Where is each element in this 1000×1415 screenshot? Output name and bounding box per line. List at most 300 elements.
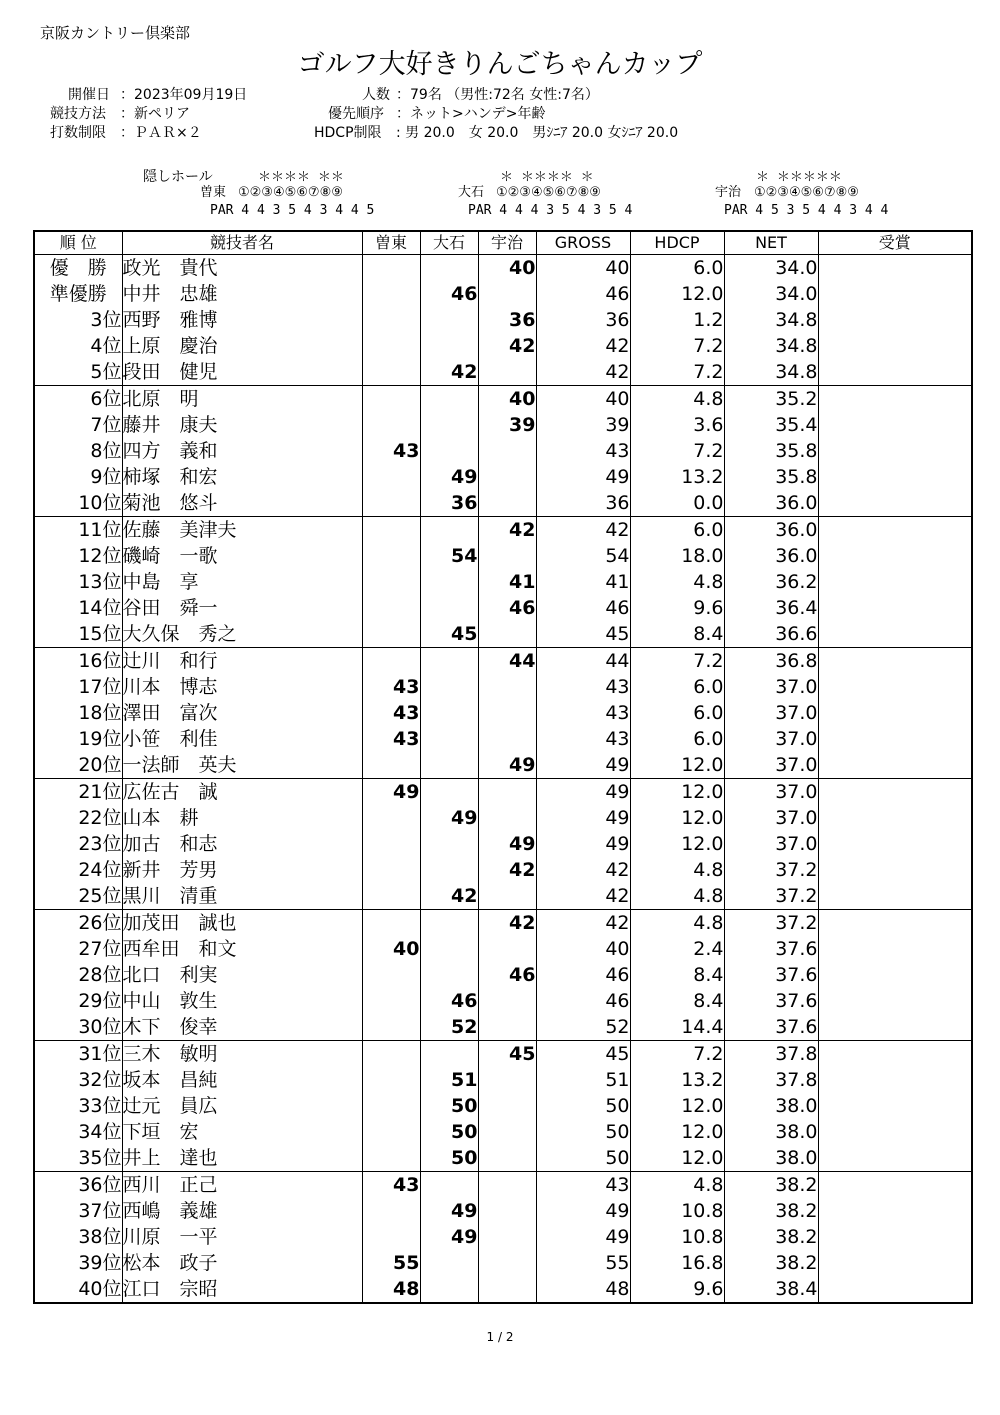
cell-course3-score xyxy=(478,936,536,962)
cell-course3-score: 49 xyxy=(478,831,536,857)
cell-hdcp: 7.2 xyxy=(630,438,724,464)
cell-hdcp: 4.8 xyxy=(630,1172,724,1199)
cell-course2-score xyxy=(420,1041,478,1068)
cell-player-name: 一法師 英夫 xyxy=(122,752,362,779)
cell-gross: 42 xyxy=(536,857,630,883)
cell-rank: 26位 xyxy=(78,912,122,934)
cell-net: 37.6 xyxy=(724,962,818,988)
cell-award xyxy=(818,752,972,779)
cell-course2-score: 42 xyxy=(420,359,478,386)
cell-gross: 42 xyxy=(536,359,630,386)
cell-player-name: 小笹 利佳 xyxy=(122,726,362,752)
cell-gross: 51 xyxy=(536,1067,630,1093)
cell-award xyxy=(818,988,972,1014)
cell-course2-score: 36 xyxy=(420,490,478,517)
cell-rank: 21位 xyxy=(78,781,122,803)
cell-course1-score xyxy=(362,1198,420,1224)
cell-rank: 40位 xyxy=(34,1276,122,1303)
cell-rank: 31位 xyxy=(78,1043,122,1065)
cell-course3-score: 41 xyxy=(478,569,536,595)
header-course2: 大石 xyxy=(420,231,478,255)
cell-net: 34.8 xyxy=(724,359,818,386)
cell-gross: 39 xyxy=(536,412,630,438)
course2-par: PAR 4 4 4 3 5 4 3 5 4 xyxy=(468,203,633,218)
cell-course2-score xyxy=(420,752,478,779)
course1-hidden-stars: ＊＊＊＊ ＊＊ xyxy=(258,170,344,185)
cell-player-name: 菊池 悠斗 xyxy=(122,490,362,517)
cell-award xyxy=(818,805,972,831)
cell-course2-score xyxy=(420,386,478,413)
cell-player-name: 柿塚 和宏 xyxy=(122,464,362,490)
cell-course2-score xyxy=(420,438,478,464)
cell-gross: 46 xyxy=(536,962,630,988)
cell-rank: 4位 xyxy=(90,335,122,357)
cell-hdcp: 4.8 xyxy=(630,883,724,910)
cell-net: 34.0 xyxy=(724,281,818,307)
cell-course1-score xyxy=(362,805,420,831)
cell-course1-score xyxy=(362,621,420,648)
cell-course1-score: 55 xyxy=(362,1250,420,1276)
cell-hdcp: 10.8 xyxy=(630,1224,724,1250)
cell-award xyxy=(818,595,972,621)
cell-course2-score: 49 xyxy=(420,1198,478,1224)
cell-course3-score: 40 xyxy=(478,255,536,282)
table-row xyxy=(34,1093,972,1119)
cell-net: 38.4 xyxy=(724,1276,818,1303)
cell-course2-score xyxy=(420,857,478,883)
cell-hdcp: 12.0 xyxy=(630,1145,724,1172)
table-row xyxy=(34,1172,972,1199)
cell-rank: 14位 xyxy=(78,597,122,619)
cell-award xyxy=(818,307,972,333)
cell-course3-score xyxy=(478,490,536,517)
course3-hidden-stars: ＊ ＊＊＊＊＊ xyxy=(756,170,842,185)
cell-course1-score xyxy=(362,831,420,857)
cell-net: 36.8 xyxy=(724,648,818,675)
cell-rank: 9位 xyxy=(90,466,122,488)
cell-award xyxy=(818,779,972,806)
cell-award xyxy=(818,831,972,857)
cell-rank: 8位 xyxy=(90,440,122,462)
cell-award xyxy=(818,1172,972,1199)
cell-rank: 20位 xyxy=(34,752,122,779)
cell-course3-score: 49 xyxy=(478,752,536,779)
limit-label: 打数制限 xyxy=(50,125,106,141)
cell-gross: 43 xyxy=(536,1172,630,1199)
cell-course1-score: 43 xyxy=(362,700,420,726)
cell-rank: 12位 xyxy=(78,545,122,567)
table-row xyxy=(34,726,972,752)
table-row xyxy=(34,359,972,386)
cell-net: 36.2 xyxy=(724,569,818,595)
cell-rank: 17位 xyxy=(78,676,122,698)
cell-course3-score xyxy=(478,1224,536,1250)
cell-course3-score xyxy=(478,1198,536,1224)
cell-course2-score: 50 xyxy=(420,1093,478,1119)
cell-award xyxy=(818,255,972,282)
cell-gross: 44 xyxy=(536,648,630,675)
cell-player-name: 藤井 康夫 xyxy=(122,412,362,438)
table-row xyxy=(34,333,972,359)
table-row xyxy=(34,438,972,464)
cell-net: 38.2 xyxy=(724,1250,818,1276)
cell-course1-score: 40 xyxy=(362,936,420,962)
cell-rank: 36位 xyxy=(78,1174,122,1196)
cell-hdcp: 10.8 xyxy=(630,1198,724,1224)
table-row xyxy=(34,883,972,910)
cell-course1-score xyxy=(362,1014,420,1041)
cell-player-name: 西川 正己 xyxy=(122,1172,362,1199)
cell-course2-score xyxy=(420,831,478,857)
cell-player-name: 上原 慶治 xyxy=(122,333,362,359)
cell-hdcp: 12.0 xyxy=(630,1119,724,1145)
cell-player-name: 下垣 宏 xyxy=(122,1119,362,1145)
table-row xyxy=(34,464,972,490)
cell-hdcp: 18.0 xyxy=(630,543,724,569)
cell-course3-score: 40 xyxy=(478,386,536,413)
cell-course1-score xyxy=(362,883,420,910)
cell-player-name: 中島 享 xyxy=(122,569,362,595)
cell-hdcp: 4.8 xyxy=(630,910,724,937)
cell-player-name: 木下 俊幸 xyxy=(122,1014,362,1041)
cell-course2-score xyxy=(420,726,478,752)
cell-rank: 11位 xyxy=(78,519,122,541)
cell-award xyxy=(818,386,972,413)
cell-net: 37.0 xyxy=(724,752,818,779)
cell-player-name: 西野 雅博 xyxy=(122,307,362,333)
cell-gross: 54 xyxy=(536,543,630,569)
cell-net: 37.6 xyxy=(724,936,818,962)
cell-course1-score xyxy=(362,386,420,413)
cell-net: 37.0 xyxy=(724,726,818,752)
cell-course1-score xyxy=(362,412,420,438)
cell-rank: 10位 xyxy=(34,490,122,517)
cell-gross: 49 xyxy=(536,805,630,831)
table-row xyxy=(34,281,972,307)
cell-course3-score xyxy=(478,621,536,648)
method-value: ：新ペリア xyxy=(120,106,190,122)
cell-course2-score: 45 xyxy=(420,621,478,648)
cell-course3-score xyxy=(478,988,536,1014)
cell-gross: 41 xyxy=(536,569,630,595)
hidden-holes-label: 隠しホール xyxy=(143,169,213,185)
cell-award xyxy=(818,910,972,937)
cell-gross: 49 xyxy=(536,1198,630,1224)
cell-course2-score xyxy=(420,1276,478,1303)
cell-rank: 38位 xyxy=(78,1226,122,1248)
cell-course1-score xyxy=(362,490,420,517)
cell-gross: 49 xyxy=(536,779,630,806)
cell-course1-score: 43 xyxy=(362,674,420,700)
cell-player-name: 西牟田 和文 xyxy=(122,936,362,962)
cell-award xyxy=(818,412,972,438)
cell-gross: 46 xyxy=(536,281,630,307)
cell-gross: 43 xyxy=(536,726,630,752)
cell-net: 34.0 xyxy=(724,255,818,282)
cell-player-name: 辻元 員広 xyxy=(122,1093,362,1119)
cell-award xyxy=(818,464,972,490)
cell-net: 37.0 xyxy=(724,831,818,857)
cell-gross: 40 xyxy=(536,386,630,413)
cell-award xyxy=(818,962,972,988)
cell-award xyxy=(818,936,972,962)
cell-award xyxy=(818,1041,972,1068)
cell-course2-score xyxy=(420,648,478,675)
table-row xyxy=(34,857,972,883)
header-hdcp: HDCP xyxy=(630,231,724,255)
cell-course2-score xyxy=(420,910,478,937)
cell-rank: 18位 xyxy=(78,702,122,724)
table-row xyxy=(34,1014,972,1041)
cell-net: 38.2 xyxy=(724,1172,818,1199)
cell-hdcp: 2.4 xyxy=(630,936,724,962)
cell-net: 38.0 xyxy=(724,1145,818,1172)
table-row xyxy=(34,962,972,988)
course3-par: PAR 4 5 3 5 4 4 3 4 4 xyxy=(724,203,889,218)
cell-award xyxy=(818,1014,972,1041)
cell-gross: 40 xyxy=(536,936,630,962)
cell-hdcp: 9.6 xyxy=(630,595,724,621)
cell-player-name: 谷田 舜一 xyxy=(122,595,362,621)
cell-gross: 42 xyxy=(536,883,630,910)
date-value: ：2023年09月19日 xyxy=(120,87,248,103)
cell-hdcp: 7.2 xyxy=(630,333,724,359)
table-row xyxy=(34,648,972,675)
cell-net: 36.0 xyxy=(724,517,818,544)
cell-course2-score: 42 xyxy=(420,883,478,910)
cell-gross: 52 xyxy=(536,1014,630,1041)
cell-hdcp: 6.0 xyxy=(630,517,724,544)
club-name: 京阪カントリー倶楽部 xyxy=(40,24,191,42)
cell-course3-score xyxy=(478,779,536,806)
course3-name: 宇治 xyxy=(715,185,742,200)
cell-course1-score xyxy=(362,333,420,359)
cell-net: 34.8 xyxy=(724,333,818,359)
cell-award xyxy=(818,621,972,648)
cell-course2-score: 54 xyxy=(420,543,478,569)
cell-gross: 36 xyxy=(536,307,630,333)
cell-gross: 50 xyxy=(536,1119,630,1145)
cell-rank: 37位 xyxy=(78,1200,122,1222)
cell-hdcp: 6.0 xyxy=(630,726,724,752)
cell-course3-score: 36 xyxy=(478,307,536,333)
course2-holes: ①②③④⑤⑥⑦⑧⑨ xyxy=(496,185,601,200)
cell-course2-score: 49 xyxy=(420,1224,478,1250)
cell-course2-score xyxy=(420,1250,478,1276)
limit-value: ：ＰＡＲ×２ xyxy=(120,125,202,141)
cell-net: 37.0 xyxy=(724,779,818,806)
cell-hdcp: 8.4 xyxy=(630,988,724,1014)
cell-rank: 29位 xyxy=(78,990,122,1012)
cell-rank: 6位 xyxy=(90,388,122,410)
count-value: ：79名 （男性:72名 女性:7名） xyxy=(396,87,599,103)
cell-award xyxy=(818,1093,972,1119)
cell-award xyxy=(818,281,972,307)
cell-net: 37.2 xyxy=(724,883,818,910)
cell-rank: 30位 xyxy=(34,1014,122,1041)
cell-course1-score xyxy=(362,648,420,675)
header-course1: 曽東 xyxy=(362,231,420,255)
cell-award xyxy=(818,648,972,675)
cell-gross: 42 xyxy=(536,517,630,544)
cell-player-name: 広佐古 誠 xyxy=(122,779,362,806)
cell-course3-score xyxy=(478,1093,536,1119)
cell-player-name: 磯崎 一歌 xyxy=(122,543,362,569)
cell-net: 35.2 xyxy=(724,386,818,413)
table-row xyxy=(34,490,972,517)
table-row xyxy=(34,988,972,1014)
cell-course3-score xyxy=(478,1119,536,1145)
header-name: 競技者名 xyxy=(122,231,362,255)
cell-award xyxy=(818,726,972,752)
course1-name: 曽東 xyxy=(200,185,227,200)
cell-rank: 22位 xyxy=(78,807,122,829)
cell-award xyxy=(818,1067,972,1093)
cell-course3-score: 39 xyxy=(478,412,536,438)
table-row xyxy=(34,1276,972,1303)
cell-net: 36.0 xyxy=(724,543,818,569)
cell-rank: 39位 xyxy=(78,1252,122,1274)
cell-player-name: 加古 和志 xyxy=(122,831,362,857)
cell-course3-score xyxy=(478,1067,536,1093)
cell-hdcp: 8.4 xyxy=(630,621,724,648)
cell-player-name: 佐藤 美津夫 xyxy=(122,517,362,544)
cell-net: 37.0 xyxy=(724,674,818,700)
cell-rank: 16位 xyxy=(78,650,122,672)
cell-course3-score xyxy=(478,543,536,569)
header-rank: 順 位 xyxy=(34,231,122,255)
cell-rank: 28位 xyxy=(78,964,122,986)
table-row xyxy=(34,307,972,333)
cell-course3-score xyxy=(478,464,536,490)
cell-course3-score: 42 xyxy=(478,910,536,937)
cell-hdcp: 7.2 xyxy=(630,1041,724,1068)
table-row xyxy=(34,805,972,831)
table-row xyxy=(34,621,972,648)
cell-gross: 49 xyxy=(536,752,630,779)
cell-net: 37.0 xyxy=(724,805,818,831)
cell-player-name: 川原 一平 xyxy=(122,1224,362,1250)
cell-course2-score xyxy=(420,674,478,700)
page-title: ゴルフ大好きりんごちゃんカップ xyxy=(297,49,703,80)
cell-award xyxy=(818,857,972,883)
cell-net: 37.0 xyxy=(724,700,818,726)
cell-course1-score xyxy=(362,595,420,621)
cell-player-name: 西嶋 義雄 xyxy=(122,1198,362,1224)
cell-course2-score xyxy=(420,255,478,282)
cell-gross: 46 xyxy=(536,988,630,1014)
table-row xyxy=(34,1198,972,1224)
cell-gross: 46 xyxy=(536,595,630,621)
hdcp-limit-label: HDCP制限 xyxy=(314,125,382,141)
course2-name: 大石 xyxy=(458,185,485,200)
cell-hdcp: 12.0 xyxy=(630,752,724,779)
cell-course3-score: 46 xyxy=(478,595,536,621)
table-row xyxy=(34,779,972,806)
table-row xyxy=(34,1145,972,1172)
priority-value: ：ネット>ハンデ>年齢 xyxy=(396,106,546,122)
table-row xyxy=(34,543,972,569)
cell-hdcp: 4.8 xyxy=(630,569,724,595)
cell-award xyxy=(818,333,972,359)
cell-course1-score xyxy=(362,569,420,595)
cell-course2-score xyxy=(420,962,478,988)
count-label: 人数 xyxy=(362,87,390,103)
cell-course2-score: 49 xyxy=(420,805,478,831)
cell-course1-score xyxy=(362,988,420,1014)
cell-player-name: 新井 芳男 xyxy=(122,857,362,883)
cell-award xyxy=(818,883,972,910)
cell-course1-score xyxy=(362,517,420,544)
cell-award xyxy=(818,1276,972,1303)
cell-course2-score xyxy=(420,595,478,621)
cell-rank: 27位 xyxy=(78,938,122,960)
cell-player-name: 辻川 和行 xyxy=(122,648,362,675)
cell-hdcp: 13.2 xyxy=(630,464,724,490)
cell-course1-score xyxy=(362,1067,420,1093)
cell-gross: 40 xyxy=(536,255,630,282)
cell-course3-score xyxy=(478,805,536,831)
cell-net: 36.4 xyxy=(724,595,818,621)
cell-gross: 45 xyxy=(536,1041,630,1068)
table-row xyxy=(34,1250,972,1276)
cell-player-name: 中井 忠雄 xyxy=(122,281,362,307)
table-row xyxy=(34,569,972,595)
cell-course3-score: 45 xyxy=(478,1041,536,1068)
cell-hdcp: 12.0 xyxy=(630,281,724,307)
cell-course3-score: 42 xyxy=(478,333,536,359)
cell-course2-score: 46 xyxy=(420,988,478,1014)
cell-course1-score: 43 xyxy=(362,1172,420,1199)
table-row xyxy=(34,752,972,779)
cell-hdcp: 4.8 xyxy=(630,386,724,413)
cell-course3-score: 42 xyxy=(478,517,536,544)
cell-player-name: 加茂田 誠也 xyxy=(122,910,362,937)
cell-net: 38.0 xyxy=(724,1093,818,1119)
cell-player-name: 北口 利実 xyxy=(122,962,362,988)
table-row xyxy=(34,1041,972,1068)
cell-hdcp: 13.2 xyxy=(630,1067,724,1093)
cell-rank: 33位 xyxy=(78,1095,122,1117)
cell-course1-score: 43 xyxy=(362,726,420,752)
cell-course1-score xyxy=(362,1119,420,1145)
cell-course1-score xyxy=(362,543,420,569)
cell-course3-score xyxy=(478,726,536,752)
cell-course3-score xyxy=(478,700,536,726)
course1-par: PAR 4 4 3 5 4 3 4 4 5 xyxy=(210,203,375,218)
cell-course2-score xyxy=(420,1172,478,1199)
cell-net: 35.8 xyxy=(724,464,818,490)
cell-hdcp: 12.0 xyxy=(630,779,724,806)
page-number: 1 / 2 xyxy=(486,1330,514,1344)
cell-rank: 24位 xyxy=(78,859,122,881)
cell-course3-score xyxy=(478,1014,536,1041)
cell-hdcp: 12.0 xyxy=(630,1093,724,1119)
cell-course3-score: 42 xyxy=(478,857,536,883)
method-label: 競技方法 xyxy=(50,106,106,122)
cell-course3-score xyxy=(478,1250,536,1276)
cell-rank: 5位 xyxy=(34,359,122,386)
cell-course2-score xyxy=(420,936,478,962)
cell-hdcp: 16.8 xyxy=(630,1250,724,1276)
cell-gross: 36 xyxy=(536,490,630,517)
cell-course2-score xyxy=(420,700,478,726)
table-row xyxy=(34,831,972,857)
cell-rank: 19位 xyxy=(78,728,122,750)
cell-hdcp: 12.0 xyxy=(630,805,724,831)
cell-award xyxy=(818,1250,972,1276)
cell-net: 36.0 xyxy=(724,490,818,517)
